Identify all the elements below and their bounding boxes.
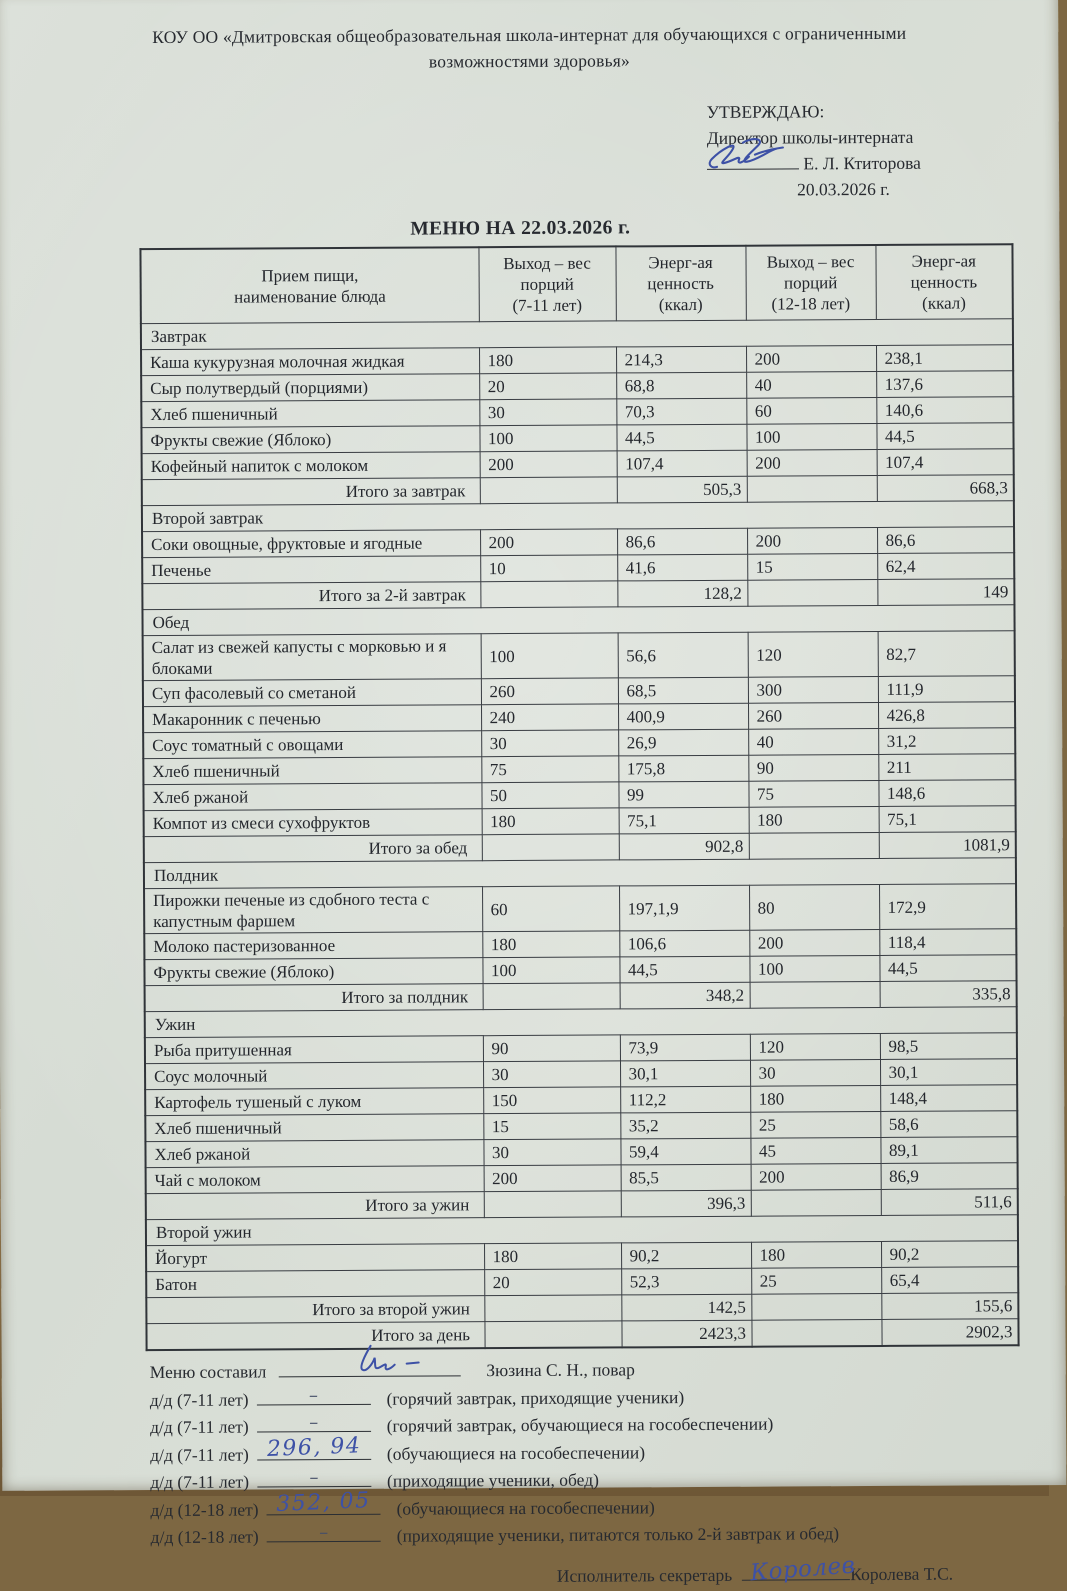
dish-weight-12-18: 200 [747, 527, 877, 554]
total-kcal-12-18: 668,3 [877, 475, 1014, 502]
organization-name-line1: КОУ ОО «Дмитровская общеобразовательная школа-интернат для обучающихся с ограниченными [152, 22, 907, 48]
approval-position: Директор школы-интерната [706, 126, 914, 148]
section-label: Завтрак [141, 319, 1013, 350]
dd-handwritten-value: – [319, 1522, 329, 1544]
director-signature-line [707, 151, 799, 170]
dd-signature-line [257, 1432, 371, 1462]
dd-lines [150, 1382, 1067, 1552]
dd-label: д/д (7-11 лет) [150, 1471, 250, 1493]
composer-name: Зюзина С. Н., повар [486, 1359, 635, 1381]
dish-kcal-12-18: 44,5 [879, 955, 1016, 982]
dish-kcal-12-18: 86,9 [881, 1163, 1018, 1190]
dish-kcal-12-18: 426,8 [878, 702, 1015, 729]
dish-weight-12-18: 100 [746, 423, 876, 450]
dish-name: Молоко пастеризованное [144, 932, 482, 960]
dish-name: Печенье [142, 556, 480, 584]
dish-weight-12-18: 200 [746, 345, 876, 372]
dd-label: д/д (12-18 лет) [150, 1498, 259, 1520]
dish-kcal-12-18: 30,1 [880, 1059, 1017, 1086]
total-kcal-12-18: 149 [877, 579, 1014, 606]
dish-kcal-12-18: 172,9 [879, 884, 1016, 930]
approval-date: 20.03.2026 г. [797, 178, 890, 200]
dish-kcal-12-18: 98,5 [880, 1033, 1017, 1060]
dish-kcal-7-11: 197,1,9 [619, 885, 749, 931]
director-name: Е. Л. Ктиторова [803, 152, 921, 174]
total-weight-7-11-empty [480, 581, 617, 608]
dish-weight-7-11: 60 [482, 886, 619, 932]
dish-name: Пирожки печеные из сдобного теста с капустным фаршем [144, 887, 482, 934]
dd-handwritten-value: – [309, 1412, 319, 1434]
dish-name: Картофель тушеный с луком [145, 1088, 483, 1116]
dish-weight-7-11: 200 [480, 451, 617, 478]
total-label: Итого за 2-й завтрак [142, 582, 480, 610]
dish-kcal-7-11: 68,8 [616, 372, 746, 399]
dish-weight-7-11: 15 [483, 1113, 620, 1140]
dd-signature-line [256, 1386, 370, 1405]
dish-weight-7-11: 90 [483, 1035, 620, 1062]
total-label: Итого за завтрак [142, 478, 480, 506]
total-kcal-12-18: 511,6 [881, 1189, 1018, 1216]
total-label: Итого за день [146, 1322, 484, 1350]
dish-name: Батон [146, 1270, 484, 1298]
dish-kcal-7-11: 90,2 [621, 1242, 751, 1269]
dd-label: д/д (7-11 лет) [149, 1389, 249, 1410]
dish-kcal-12-18: 90,2 [881, 1241, 1018, 1268]
dish-kcal-7-11: 85,5 [621, 1164, 751, 1191]
dish-kcal-7-11: 107,4 [617, 450, 747, 477]
dish-kcal-7-11: 26,9 [618, 729, 748, 756]
total-label: Итого за ужин [146, 1192, 484, 1220]
dish-name: Кофейный напиток с молоком [142, 452, 480, 480]
dd-line [151, 1520, 1067, 1553]
dd-signature-line [266, 1487, 380, 1517]
dish-weight-7-11: 180 [482, 808, 619, 835]
dish-kcal-7-11: 99 [618, 781, 748, 808]
footer-block [150, 1355, 1067, 1553]
approval-word: УТВЕРЖДАЮ: [706, 101, 825, 122]
col-header-kcal-7-11: Энерг-ая ценность (ккал) [615, 246, 745, 321]
menu-table-header [140, 244, 1012, 323]
dish-weight-7-11: 180 [484, 1243, 621, 1270]
col-header-dish: Прием пищи, наименование блюда [140, 247, 478, 323]
dd-handwritten-value: 296, 94 [266, 1432, 362, 1462]
total-label: Итого за обед [144, 835, 482, 863]
dish-weight-7-11: 20 [479, 373, 616, 400]
dd-label: д/д (12-18 лет) [150, 1526, 259, 1548]
total-weight-12-18-empty [751, 1319, 881, 1346]
total-kcal-7-11: 396,3 [621, 1190, 751, 1217]
dd-handwritten-value: – [309, 1467, 319, 1489]
dish-kcal-7-11: 175,8 [618, 755, 748, 782]
dish-kcal-7-11: 30,1 [620, 1060, 750, 1087]
total-weight-12-18-empty [751, 1189, 881, 1216]
dish-weight-12-18: 120 [748, 631, 878, 677]
total-kcal-7-11: 128,2 [617, 580, 747, 607]
dish-weight-12-18: 60 [746, 397, 876, 424]
dish-weight-12-18: 40 [748, 728, 878, 755]
dish-kcal-12-18: 140,6 [876, 397, 1013, 424]
dish-kcal-12-18: 89,1 [880, 1137, 1017, 1164]
dd-label: д/д (7-11 лет) [149, 1416, 249, 1438]
dish-name: Фрукты свежие (Яблоко) [141, 426, 479, 454]
dish-weight-12-18: 200 [749, 929, 879, 956]
dish-name: Каша кукурузная молочная жидкая [141, 348, 479, 376]
dish-name: Хлеб пшеничный [143, 757, 481, 785]
dish-kcal-7-11: 52,3 [621, 1268, 751, 1295]
dish-kcal-12-18: 118,4 [879, 929, 1016, 956]
total-weight-7-11-empty [484, 1295, 621, 1322]
dish-weight-7-11: 150 [483, 1087, 620, 1114]
dish-weight-7-11: 200 [484, 1165, 621, 1192]
organization-header [0, 19, 1058, 77]
dish-kcal-7-11: 56,6 [618, 632, 748, 678]
dish-name: Фрукты свежие (Яблоко) [144, 958, 482, 986]
dish-kcal-12-18: 111,9 [878, 676, 1015, 703]
dish-name: Йогурт [146, 1244, 484, 1272]
dish-name: Макаронник с печенью [143, 705, 481, 733]
total-weight-12-18-empty [749, 832, 879, 859]
dish-kcal-7-11: 41,6 [617, 554, 747, 581]
dish-name: Хлеб пшеничный [141, 400, 479, 428]
menu-table [139, 243, 1019, 1351]
dish-name: Хлеб пшеничный [145, 1114, 483, 1142]
dish-kcal-12-18: 62,4 [877, 553, 1014, 580]
dish-weight-12-18: 30 [750, 1059, 880, 1086]
total-weight-7-11-empty [482, 834, 619, 861]
dish-weight-7-11: 100 [481, 633, 618, 679]
total-weight-12-18-empty [751, 1293, 881, 1320]
dish-name: Салат из свежей капусты с морковью и я блоками [143, 634, 481, 681]
dish-name: Рыба притушенная [145, 1036, 483, 1064]
dish-weight-12-18: 200 [747, 449, 877, 476]
dish-kcal-7-11: 44,5 [619, 956, 749, 983]
dish-weight-7-11: 100 [479, 425, 616, 452]
executor-signature: Королев [749, 1551, 857, 1586]
composer-signature-line [278, 1358, 460, 1377]
dish-weight-12-18: 180 [750, 1085, 880, 1112]
executor-label: Исполнитель секретарь [556, 1564, 733, 1586]
dd-signature-line [267, 1524, 381, 1543]
dish-name: Компот из смеси сухофруктов [144, 809, 482, 837]
total-kcal-12-18: 1081,9 [879, 832, 1016, 859]
dd-note: (приходящие ученики, обед) [386, 1469, 599, 1491]
dish-weight-7-11: 180 [479, 347, 616, 374]
dd-note: (горячий завтрак, приходящие ученики) [386, 1386, 685, 1409]
approval-signature-row [707, 149, 1059, 177]
dish-row [143, 631, 1015, 681]
total-kcal-7-11: 348,2 [620, 982, 750, 1009]
col-header-weight-7-11: Выход – вес порций (7-11 лет) [478, 246, 615, 321]
dish-kcal-7-11: 75,1 [619, 807, 749, 834]
total-kcal-12-18: 155,6 [881, 1293, 1018, 1320]
dish-weight-12-18: 15 [747, 553, 877, 580]
header-row [140, 244, 1012, 323]
organization-name-line2: возможностями здоровья» [428, 50, 630, 72]
total-weight-7-11-empty [480, 477, 617, 504]
dish-weight-12-18: 200 [751, 1163, 881, 1190]
total-kcal-7-11: 505,3 [617, 476, 747, 503]
dish-weight-12-18: 75 [748, 780, 878, 807]
dish-weight-12-18: 120 [750, 1033, 880, 1060]
total-weight-7-11-empty [484, 1321, 621, 1348]
section-label: Обед [142, 605, 1014, 636]
dish-kcal-12-18: 148,6 [878, 780, 1015, 807]
total-label: Итого за полдник [145, 984, 483, 1012]
dish-kcal-7-11: 35,2 [620, 1112, 750, 1139]
dish-kcal-7-11: 70,3 [616, 398, 746, 425]
total-kcal-7-11: 142,5 [621, 1294, 751, 1321]
dish-name: Соус молочный [145, 1062, 483, 1090]
total-label: Итого за второй ужин [146, 1296, 484, 1324]
dish-name: Чай с молоком [146, 1166, 484, 1194]
dish-weight-12-18: 180 [751, 1241, 881, 1268]
total-kcal-12-18: 2902,3 [881, 1319, 1018, 1346]
dish-weight-7-11: 30 [483, 1061, 620, 1088]
dish-weight-7-11: 30 [479, 399, 616, 426]
approval-block [707, 97, 1060, 203]
col-header-weight-12-18: Выход – вес порций (12-18 лет) [745, 245, 875, 320]
dish-weight-7-11: 75 [481, 756, 618, 783]
dish-row [144, 884, 1016, 934]
dish-kcal-12-18: 75,1 [879, 806, 1016, 833]
dish-weight-7-11: 200 [480, 529, 617, 556]
dish-weight-7-11: 100 [482, 957, 619, 984]
dish-kcal-7-11: 400,9 [618, 703, 748, 730]
section-label: Полдник [144, 858, 1016, 889]
dish-kcal-7-11: 214,3 [616, 346, 746, 373]
dish-kcal-12-18: 137,6 [876, 371, 1013, 398]
executor-signature-line [742, 1551, 857, 1586]
dish-weight-7-11: 260 [481, 678, 618, 705]
dish-weight-7-11: 180 [482, 931, 619, 958]
dish-weight-12-18: 25 [751, 1267, 881, 1294]
dish-weight-12-18: 100 [749, 955, 879, 982]
dish-name: Соки овощные, фруктовые и ягодные [142, 530, 480, 558]
total-weight-12-18-empty [747, 579, 877, 606]
menu-table-body [141, 319, 1019, 1350]
dish-name: Суп фасолевый со сметаной [143, 679, 481, 707]
total-weight-12-18-empty [750, 981, 880, 1008]
dish-weight-12-18: 40 [746, 371, 876, 398]
dish-kcal-7-11: 59,4 [620, 1138, 750, 1165]
total-kcal-12-18: 335,8 [880, 981, 1017, 1008]
dd-note: (приходящие ученики, питаются только 2-й завтрак и обед) [396, 1523, 840, 1546]
dish-weight-12-18: 80 [749, 884, 879, 930]
dish-kcal-7-11: 73,9 [620, 1034, 750, 1061]
executor-name: Королева Т.С. [850, 1563, 954, 1584]
dish-weight-7-11: 50 [481, 782, 618, 809]
dish-kcal-7-11: 106,6 [619, 930, 749, 957]
composed-label: Меню составил [149, 1361, 267, 1383]
dish-name: Сыр полутвердый (порциями) [141, 374, 479, 402]
total-kcal-7-11: 2423,3 [621, 1320, 751, 1347]
dd-signature-line [257, 1414, 371, 1433]
dish-kcal-12-18: 107,4 [877, 449, 1014, 476]
col-header-kcal-12-18: Энерг-ая ценность (ккал) [875, 244, 1012, 319]
dish-kcal-7-11: 112,2 [620, 1086, 750, 1113]
dish-name: Хлеб ржаной [145, 1140, 483, 1168]
section-label: Второй завтрак [142, 501, 1014, 532]
total-weight-7-11-empty [484, 1191, 621, 1218]
dish-kcal-12-18: 211 [878, 754, 1015, 781]
dd-note: (обучающиеся на гособеспечении) [386, 1441, 646, 1464]
dd-handwritten-value: – [308, 1384, 319, 1406]
dish-kcal-12-18: 65,4 [881, 1267, 1018, 1294]
dish-kcal-7-11: 68,5 [618, 677, 748, 704]
dish-weight-7-11: 240 [481, 704, 618, 731]
total-row [146, 1319, 1018, 1350]
dish-weight-7-11: 30 [481, 730, 618, 757]
dish-weight-12-18: 300 [748, 676, 878, 703]
dish-weight-7-11: 30 [483, 1139, 620, 1166]
dish-kcal-7-11: 86,6 [617, 528, 747, 555]
dish-weight-12-18: 45 [750, 1137, 880, 1164]
dish-weight-7-11: 10 [480, 555, 617, 582]
dish-weight-12-18: 25 [750, 1111, 880, 1138]
dd-handwritten-value: 352, 05 [275, 1487, 372, 1517]
total-weight-12-18-empty [747, 475, 877, 502]
dish-kcal-12-18: 31,2 [878, 728, 1015, 755]
dish-weight-12-18: 260 [748, 702, 878, 729]
dish-weight-12-18: 180 [749, 806, 879, 833]
dish-weight-12-18: 90 [748, 754, 878, 781]
dd-signature-line [257, 1469, 371, 1488]
dish-name: Хлеб ржаной [143, 783, 481, 811]
dd-label: д/д (7-11 лет) [150, 1444, 249, 1465]
total-weight-7-11-empty [483, 983, 620, 1010]
dish-kcal-12-18: 86,6 [877, 527, 1014, 554]
dish-kcal-12-18: 148,4 [880, 1085, 1017, 1112]
dd-note: (обучающиеся на гособеспечении) [396, 1496, 655, 1519]
dd-note: (горячий завтрак, обучающиеся на гособеспечении) [386, 1413, 774, 1436]
dish-kcal-12-18: 58,6 [880, 1111, 1017, 1138]
section-label: Ужин [145, 1007, 1017, 1038]
executor-line [556, 1551, 1067, 1586]
dish-kcal-12-18: 238,1 [876, 345, 1013, 372]
total-kcal-7-11: 902,8 [619, 833, 749, 860]
dish-kcal-7-11: 44,5 [616, 424, 746, 451]
dish-kcal-12-18: 44,5 [876, 423, 1013, 450]
menu-title: МЕНЮ НА 22.03.2026 г. [410, 217, 631, 240]
dish-name: Соус томатный с овощами [143, 731, 481, 759]
dish-weight-7-11: 20 [484, 1269, 621, 1296]
dish-kcal-12-18: 82,7 [878, 631, 1015, 677]
section-label: Второй ужин [146, 1215, 1018, 1246]
